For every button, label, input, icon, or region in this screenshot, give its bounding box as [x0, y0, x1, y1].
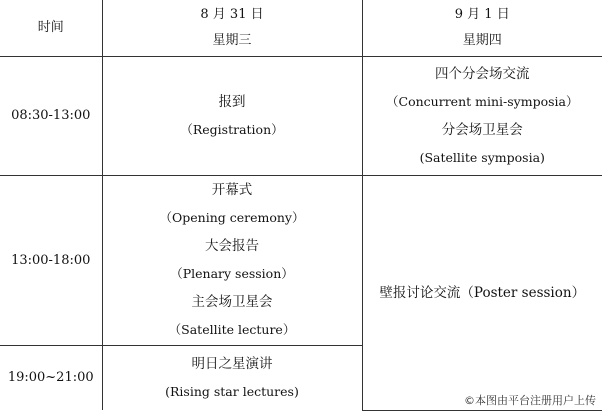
time-slot-morning: 08:30-13:00: [0, 56, 102, 175]
day2-date: 9 月 1 日: [363, 2, 602, 28]
poster-session: 壁报讨论交流（Poster session）: [363, 279, 602, 307]
day2-poster-cell: [362, 175, 602, 410]
day1-evening-cell: [102, 345, 362, 410]
rising-star-en: (Rising star lectures): [103, 378, 362, 406]
day2-header: [362, 0, 602, 56]
day2-morning-cell: [362, 56, 602, 175]
day2-weekday: 星期四: [363, 28, 602, 54]
satellite-lecture-cn: 主会场卫星会: [103, 288, 362, 316]
satellite-lecture-en: （Satellite lecture）: [103, 316, 362, 344]
satellite-symposia-en: (Satellite symposia): [363, 144, 602, 172]
opening-ceremony-en: （Opening ceremony）: [103, 204, 362, 232]
header-row: [0, 0, 602, 56]
registration-en: （Registration）: [103, 116, 362, 144]
time-slot-afternoon: 13:00-18:00: [0, 175, 102, 345]
day1-afternoon-cell: [102, 175, 362, 345]
opening-ceremony-cn: 开幕式: [103, 176, 362, 204]
time-slot-evening: 19:00~21:00: [0, 345, 102, 410]
table-row: [0, 56, 602, 175]
plenary-session-cn: 大会报告: [103, 232, 362, 260]
rising-star-cn: 明日之星演讲: [103, 350, 362, 378]
mini-symposia-cn: 四个分会场交流: [363, 60, 602, 88]
registration-cn: 报到: [103, 88, 362, 116]
day1-header: [102, 0, 362, 56]
satellite-symposia-cn: 分会场卫星会: [363, 116, 602, 144]
table-row: [0, 175, 602, 345]
day1-weekday: 星期三: [103, 28, 362, 54]
day1-morning-cell: [102, 56, 362, 175]
watermark: ©本图由平台注册用户上传: [462, 392, 598, 408]
time-header: 时间: [0, 0, 102, 56]
day1-date: 8 月 31 日: [103, 2, 362, 28]
plenary-session-en: （Plenary session）: [103, 260, 362, 288]
mini-symposia-en: （Concurrent mini-symposia）: [363, 88, 602, 116]
